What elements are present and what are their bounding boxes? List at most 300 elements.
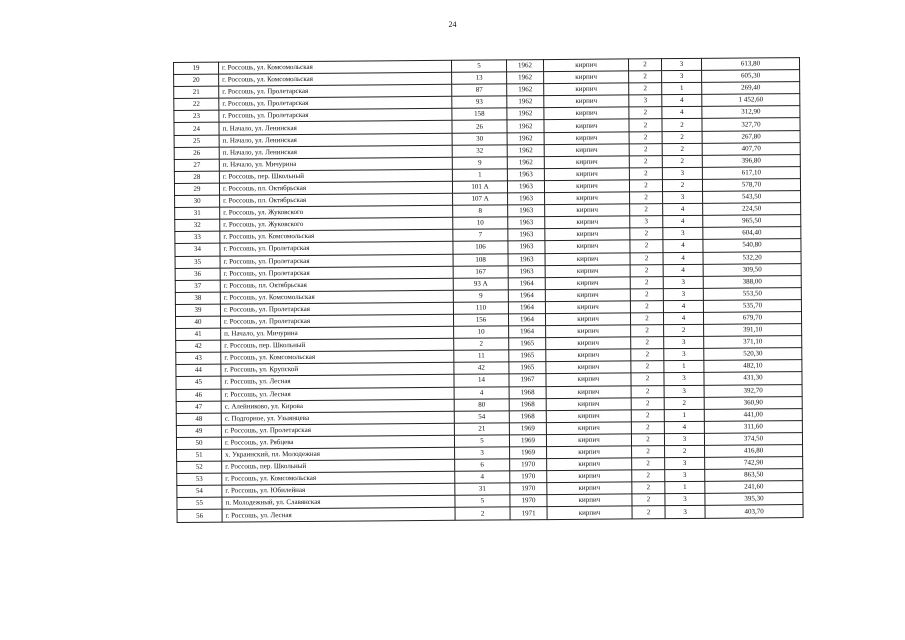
house-number-cell: 106 (453, 241, 508, 254)
row-number: 36 (175, 268, 220, 280)
year-cell: 1970 (510, 495, 547, 507)
house-number-cell: 9 (453, 290, 508, 303)
area-cell: 391,10 (704, 324, 802, 337)
address-cell: г. Россошь, пер. Школьный (222, 459, 455, 473)
house-number-cell: 1 (452, 169, 507, 182)
entrances-cell: 4 (663, 216, 703, 228)
year-cell: 1969 (509, 422, 546, 434)
area-cell: 312,90 (702, 106, 800, 119)
house-number-cell: 80 (454, 398, 509, 411)
address-cell: г. Россошь, ул. Пролетарская (220, 314, 453, 328)
entrances-cell: 4 (662, 107, 702, 119)
floors-cell: 2 (630, 252, 663, 264)
material-cell: кирпич (546, 361, 631, 374)
address-cell: г. Россошь, ул. Пролетарская (220, 266, 453, 280)
entrances-cell: 3 (664, 336, 704, 348)
floors-cell: 2 (630, 288, 663, 300)
house-number-cell: 110 (453, 302, 508, 315)
entrances-cell: 3 (665, 494, 705, 506)
year-cell: 1963 (508, 193, 545, 205)
house-number-cell: 156 (453, 314, 508, 327)
year-cell: 1967 (509, 374, 546, 386)
entrances-cell: 2 (665, 445, 705, 457)
material-cell: кирпич (545, 289, 630, 302)
year-cell: 1963 (508, 265, 545, 277)
entrances-cell: 3 (663, 191, 703, 203)
material-cell: кирпич (544, 131, 629, 144)
house-number-cell: 167 (453, 265, 508, 278)
area-cell: 553,50 (703, 287, 801, 300)
floors-cell: 2 (631, 397, 664, 409)
area-cell: 360,90 (704, 396, 802, 409)
area-cell: 863,50 (705, 469, 803, 482)
house-number-cell: 5 (455, 495, 510, 508)
entrances-cell: 2 (662, 143, 702, 155)
page-number: 24 (448, 20, 457, 29)
floors-cell: 2 (630, 240, 663, 252)
entrances-cell: 3 (664, 433, 704, 445)
area-cell: 965,50 (703, 215, 801, 228)
year-cell: 1970 (510, 459, 547, 471)
entrances-cell: 2 (662, 155, 702, 167)
row-number: 44 (176, 364, 221, 376)
address-cell: г. Россошь, ул. Комсомольская (222, 471, 455, 485)
material-cell: кирпич (545, 240, 630, 253)
address-cell: г. Россошь, ул. Лесная (221, 387, 454, 401)
floors-cell: 2 (629, 107, 662, 119)
entrances-cell: 3 (661, 58, 701, 70)
address-cell: г. Россошь, ул. Жуковского (220, 218, 453, 232)
housing-table-sheet (173, 57, 803, 522)
house-number-cell: 4 (455, 471, 510, 484)
material-cell: кирпич (544, 180, 629, 193)
entrances-cell: 3 (665, 457, 705, 469)
year-cell: 1964 (508, 277, 545, 289)
row-number: 29 (174, 183, 219, 195)
row-number: 38 (175, 292, 220, 304)
floors-cell: 2 (632, 482, 665, 494)
area-cell: 604,40 (703, 227, 801, 240)
entrances-cell: 2 (662, 131, 702, 143)
year-cell: 1968 (509, 410, 546, 422)
entrances-cell: 2 (662, 119, 702, 131)
area-cell: 1 452,60 (702, 94, 800, 107)
address-cell: п. Начало, ул. Мичурина (221, 326, 454, 340)
row-number: 50 (176, 437, 221, 449)
row-number: 47 (176, 401, 221, 413)
floors-cell: 2 (631, 385, 664, 397)
year-cell: 1962 (507, 144, 544, 156)
area-cell: 267,80 (702, 130, 800, 143)
row-number: 30 (175, 195, 220, 207)
year-cell: 1971 (510, 507, 547, 519)
area-cell: 311,60 (704, 420, 802, 433)
area-cell: 407,70 (702, 142, 800, 155)
address-cell: г. Россошь, ул. Рябцева (221, 435, 454, 449)
row-number: 33 (175, 231, 220, 243)
house-number-cell: 14 (454, 374, 509, 387)
material-cell: кирпич (545, 192, 630, 205)
area-cell: 520,30 (704, 348, 802, 361)
house-number-cell: 21 (454, 423, 509, 436)
row-number: 35 (175, 256, 220, 268)
area-cell: 441,00 (704, 408, 802, 421)
row-number: 26 (174, 147, 219, 159)
address-cell: п. Молодежный, ул. Славянская (222, 496, 455, 510)
material-cell: кирпич (545, 265, 630, 278)
area-cell: 613,80 (701, 58, 799, 71)
year-cell: 1963 (507, 168, 544, 180)
row-number: 41 (176, 328, 221, 340)
row-number: 43 (176, 352, 221, 364)
entrances-cell: 4 (663, 203, 703, 215)
material-cell: кирпич (546, 337, 631, 350)
floors-cell: 2 (630, 204, 663, 216)
year-cell: 1965 (509, 362, 546, 374)
entrances-cell: 1 (664, 361, 704, 373)
address-cell: х. Украинский, пл. Молодежная (222, 447, 455, 461)
address-cell: г. Россошь, ул. Юбилейная (222, 484, 455, 498)
floors-cell: 2 (631, 409, 664, 421)
house-number-cell: 13 (452, 72, 507, 85)
address-cell: г. Россошь, ул. Пролетарская (221, 423, 454, 437)
material-cell: кирпич (545, 252, 630, 265)
material-cell: кирпич (544, 83, 629, 96)
material-cell: кирпич (545, 216, 630, 229)
material-cell: кирпич (545, 228, 630, 241)
material-cell: кирпич (546, 422, 631, 435)
address-cell: г. Россошь, ул. Пролетарская (219, 109, 452, 123)
entrances-cell: 1 (662, 83, 702, 95)
row-number: 20 (174, 74, 219, 86)
floors-cell: 2 (631, 373, 664, 385)
house-number-cell: 10 (454, 326, 509, 339)
floors-cell: 2 (630, 301, 663, 313)
area-cell: 403,70 (705, 505, 803, 518)
floors-cell: 2 (632, 494, 665, 506)
address-cell: г. Россошь, пл. Октябрьская (220, 193, 453, 207)
house-number-cell: 107 А (453, 193, 508, 206)
year-cell: 1968 (509, 386, 546, 398)
year-cell: 1965 (509, 350, 546, 362)
house-number-cell: 7 (453, 229, 508, 242)
year-cell: 1969 (509, 434, 546, 446)
material-cell: кирпич (544, 107, 629, 120)
address-cell: п. Начало, ул. Ленинская (219, 121, 452, 135)
house-number-cell: 108 (453, 253, 508, 266)
floors-cell: 2 (629, 180, 662, 192)
year-cell: 1964 (509, 326, 546, 338)
house-number-cell: 26 (452, 120, 507, 133)
row-number: 22 (174, 98, 219, 110)
floors-cell: 2 (630, 313, 663, 325)
floors-cell: 2 (628, 59, 661, 71)
entrances-cell: 3 (664, 373, 704, 385)
material-cell: кирпич (546, 349, 631, 362)
row-number: 46 (176, 389, 221, 401)
house-number-cell: 11 (454, 350, 509, 363)
house-number-cell: 93 (452, 96, 507, 109)
house-number-cell: 93 А (453, 278, 508, 291)
entrances-cell: 4 (664, 421, 704, 433)
entrances-cell: 3 (663, 228, 703, 240)
floors-cell: 2 (632, 446, 665, 458)
address-cell: с. Алейниково, ул. Кирова (221, 399, 454, 413)
area-cell: 371,10 (704, 336, 802, 349)
row-number: 21 (174, 86, 219, 98)
house-number-cell: 9 (452, 157, 507, 170)
row-number: 51 (177, 449, 222, 461)
address-cell: г. Россошь, ул. Лесная (221, 375, 454, 389)
floors-cell: 2 (630, 276, 663, 288)
row-number: 56 (177, 510, 222, 522)
floors-cell: 2 (629, 155, 662, 167)
address-cell: г. Россошь, ул. Пролетарская (219, 84, 452, 98)
material-cell: кирпич (547, 470, 632, 483)
entrances-cell: 4 (663, 264, 703, 276)
area-cell: 224,50 (703, 203, 801, 216)
row-number: 32 (175, 219, 220, 231)
row-number: 25 (174, 135, 219, 147)
entrances-cell: 2 (662, 179, 702, 191)
row-number: 54 (177, 485, 222, 497)
row-number: 40 (175, 316, 220, 328)
area-cell: 742,90 (705, 457, 803, 470)
entrances-cell: 3 (663, 288, 703, 300)
house-number-cell: 158 (452, 108, 507, 121)
entrances-cell: 2 (664, 324, 704, 336)
entrances-cell: 4 (662, 95, 702, 107)
year-cell: 1962 (507, 108, 544, 120)
floors-cell: 2 (631, 361, 664, 373)
floors-cell: 2 (631, 421, 664, 433)
row-number: 45 (176, 377, 221, 389)
area-cell: 431,30 (704, 372, 802, 385)
address-cell: г. Россошь, ул. Лесная (222, 508, 455, 522)
address-cell: г. Россошь, ул. Комсомольская (219, 60, 452, 74)
material-cell: кирпич (545, 301, 630, 314)
address-cell: г. Россошь, пер. Школьный (219, 169, 452, 183)
year-cell: 1965 (509, 338, 546, 350)
material-cell: кирпич (544, 156, 629, 169)
entrances-cell: 3 (665, 506, 705, 518)
entrances-cell: 3 (664, 385, 704, 397)
material-cell: кирпич (546, 398, 631, 411)
row-number: 23 (174, 111, 219, 123)
area-cell: 392,70 (704, 384, 802, 397)
material-cell: кирпич (544, 95, 629, 108)
row-number: 55 (177, 498, 222, 510)
row-number: 19 (174, 62, 219, 74)
area-cell: 416,80 (705, 445, 803, 458)
address-cell: г. Россошь, ул. Комсомольская (219, 72, 452, 86)
material-cell: кирпич (546, 434, 631, 447)
year-cell: 1963 (507, 181, 544, 193)
floors-cell: 2 (631, 349, 664, 361)
address-cell: с. Подгорное, ул. Узыянцева (221, 411, 454, 425)
row-number: 53 (177, 473, 222, 485)
area-cell: 269,40 (702, 82, 800, 95)
address-cell: г. Россошь, пл. Октябрьская (220, 278, 453, 292)
row-number: 52 (177, 461, 222, 473)
year-cell: 1962 (507, 120, 544, 132)
year-cell: 1962 (507, 96, 544, 108)
year-cell: 1970 (510, 483, 547, 495)
address-cell: п. Начало, ул. Мичурина (219, 157, 452, 171)
address-cell: г. Россошь, ул. Пролетарская (220, 302, 453, 316)
house-number-cell: 54 (454, 411, 509, 424)
address-cell: г. Россошь, ул. Комсомольская (220, 290, 453, 304)
material-cell: кирпич (544, 168, 629, 181)
house-number-cell: 6 (455, 459, 510, 472)
material-cell: кирпич (545, 204, 630, 217)
year-cell: 1970 (510, 471, 547, 483)
entrances-cell: 1 (664, 409, 704, 421)
area-cell: 540,80 (703, 239, 801, 252)
address-cell: г. Россошь, ул. Пролетарская (220, 242, 453, 256)
row-number: 37 (175, 280, 220, 292)
area-cell: 543,50 (703, 191, 801, 204)
area-cell: 617,10 (702, 166, 800, 179)
material-cell: кирпич (547, 506, 632, 519)
address-cell: п. Начало, ул. Ленинская (219, 145, 452, 159)
area-cell: 532,20 (703, 251, 801, 264)
entrances-cell: 3 (662, 167, 702, 179)
floors-cell: 2 (629, 71, 662, 83)
entrances-cell: 4 (663, 300, 703, 312)
area-cell: 578,70 (702, 179, 800, 192)
year-cell: 1964 (508, 314, 545, 326)
area-cell: 535,70 (703, 299, 801, 312)
material-cell: кирпич (547, 482, 632, 495)
material-cell: кирпич (544, 71, 629, 84)
material-cell: кирпич (545, 313, 630, 326)
floors-cell: 2 (630, 228, 663, 240)
floors-cell: 2 (630, 264, 663, 276)
house-number-cell: 87 (452, 84, 507, 97)
row-number: 28 (174, 171, 219, 183)
row-number: 48 (176, 413, 221, 425)
house-number-cell: 5 (451, 60, 506, 73)
floors-cell: 2 (631, 325, 664, 337)
floors-cell: 3 (629, 95, 662, 107)
row-number: 42 (176, 340, 221, 352)
address-cell: г. Россошь, ул. Пролетарская (220, 254, 453, 268)
row-number: 34 (175, 244, 220, 256)
entrances-cell: 1 (665, 482, 705, 494)
area-cell: 374,50 (704, 432, 802, 445)
area-cell: 241,60 (705, 481, 803, 494)
area-cell: 482,10 (704, 360, 802, 373)
area-cell: 605,30 (702, 70, 800, 83)
house-number-cell: 5 (454, 435, 509, 448)
house-number-cell: 3 (455, 447, 510, 460)
year-cell: 1962 (507, 72, 544, 84)
floors-cell: 2 (631, 337, 664, 349)
address-cell: г. Россошь, ул. Крупской (221, 363, 454, 377)
house-number-cell: 30 (452, 132, 507, 145)
floors-cell: 2 (632, 506, 665, 518)
area-cell: 679,70 (703, 312, 801, 325)
address-cell: г. Россошь, ул. Пролетарская (219, 97, 452, 111)
house-number-cell: 31 (455, 483, 510, 496)
row-number: 49 (176, 425, 221, 437)
row-number: 27 (174, 159, 219, 171)
floors-cell: 2 (631, 434, 664, 446)
entrances-cell: 4 (663, 240, 703, 252)
address-cell: г. Россошь, ул. Комсомольская (220, 230, 453, 244)
entrances-cell: 2 (664, 397, 704, 409)
entrances-cell: 3 (664, 349, 704, 361)
address-cell: п. Начало, ул. Ленинская (219, 133, 452, 147)
material-cell: кирпич (547, 458, 632, 471)
material-cell: кирпич (547, 446, 632, 459)
year-cell: 1963 (508, 205, 545, 217)
floors-cell: 2 (629, 119, 662, 131)
floors-cell: 2 (629, 143, 662, 155)
year-cell: 1962 (507, 84, 544, 96)
house-number-cell: 101 А (452, 181, 507, 194)
entrances-cell: 3 (663, 276, 703, 288)
entrances-cell: 4 (663, 252, 703, 264)
year-cell: 1964 (508, 301, 545, 313)
area-cell: 309,50 (703, 263, 801, 276)
house-number-cell: 4 (454, 386, 509, 399)
area-cell: 388,00 (703, 275, 801, 288)
floors-cell: 2 (632, 470, 665, 482)
house-number-cell: 2 (455, 507, 510, 520)
material-cell: кирпич (546, 410, 631, 423)
house-number-cell: 8 (453, 205, 508, 218)
address-cell: г. Россошь, пл. Октябрьская (219, 181, 452, 195)
material-cell: кирпич (544, 144, 629, 157)
year-cell: 1968 (509, 398, 546, 410)
material-cell: кирпич (543, 59, 628, 72)
floors-cell: 2 (629, 168, 662, 180)
year-cell: 1964 (508, 289, 545, 301)
material-cell: кирпич (547, 494, 632, 507)
house-number-cell: 10 (453, 217, 508, 230)
material-cell: кирпич (545, 277, 630, 290)
year-cell: 1969 (510, 447, 547, 459)
floors-cell: 2 (630, 192, 663, 204)
house-number-cell: 42 (454, 362, 509, 375)
year-cell: 1962 (506, 60, 543, 72)
year-cell: 1963 (508, 229, 545, 241)
material-cell: кирпич (546, 385, 631, 398)
row-number: 24 (174, 123, 219, 135)
material-cell: кирпич (544, 119, 629, 132)
floors-cell: 2 (629, 131, 662, 143)
year-cell: 1962 (507, 132, 544, 144)
area-cell: 395,30 (705, 493, 803, 506)
material-cell: кирпич (546, 373, 631, 386)
year-cell: 1963 (508, 217, 545, 229)
house-number-cell: 32 (452, 145, 507, 158)
year-cell: 1963 (508, 241, 545, 253)
entrances-cell: 4 (663, 312, 703, 324)
address-cell: г. Россошь, ул. Комсомольская (221, 351, 454, 365)
row-number: 31 (175, 207, 220, 219)
year-cell: 1962 (507, 156, 544, 168)
row-number: 39 (175, 304, 220, 316)
floors-cell: 2 (632, 458, 665, 470)
material-cell: кирпич (546, 325, 631, 338)
floors-cell: 3 (630, 216, 663, 228)
housing-table (173, 57, 804, 522)
area-cell: 327,70 (702, 118, 800, 131)
area-cell: 396,80 (702, 154, 800, 167)
